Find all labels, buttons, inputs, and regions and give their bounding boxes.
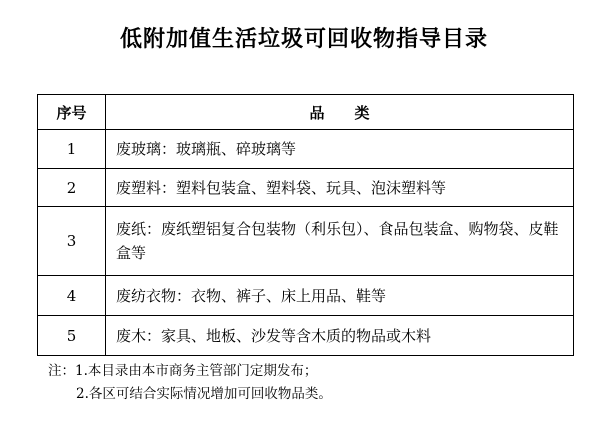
footnote-1: 注：1.本目录由本市商务主管部门定期发布； (48, 363, 318, 379)
footnotes (48, 360, 332, 406)
table-row (38, 207, 574, 276)
table-header-row (38, 95, 574, 130)
footnote-2: 2.各区可结合实际情况增加可回收物品类。 (76, 386, 332, 402)
row-category: 废纸：废纸塑铝复合包装物（利乐包）、食品包装盒、购物袋、皮鞋盒等 (106, 207, 574, 276)
row-number: 4 (38, 276, 106, 316)
table-row (38, 276, 574, 316)
header-serial-number: 序号 (38, 95, 106, 130)
row-category: 废塑料：塑料包装盒、塑料袋、玩具、泡沫塑料等 (106, 169, 574, 207)
row-category: 废木：家具、地板、沙发等含木质的物品或木料 (106, 316, 574, 356)
catalog-table (37, 94, 574, 356)
header-category: 品 类 (106, 95, 574, 130)
row-number: 3 (38, 207, 106, 276)
document-title: 低附加值生活垃圾可回收物指导目录 (119, 27, 488, 52)
table-row (38, 130, 574, 169)
row-number: 2 (38, 169, 106, 207)
row-category: 废纺衣物：衣物、裤子、床上用品、鞋等 (106, 276, 574, 316)
table-row (38, 169, 574, 207)
row-number: 1 (38, 130, 106, 169)
table-row (38, 316, 574, 356)
row-number: 5 (38, 316, 106, 356)
row-category: 废玻璃：玻璃瓶、碎玻璃等 (106, 130, 574, 169)
